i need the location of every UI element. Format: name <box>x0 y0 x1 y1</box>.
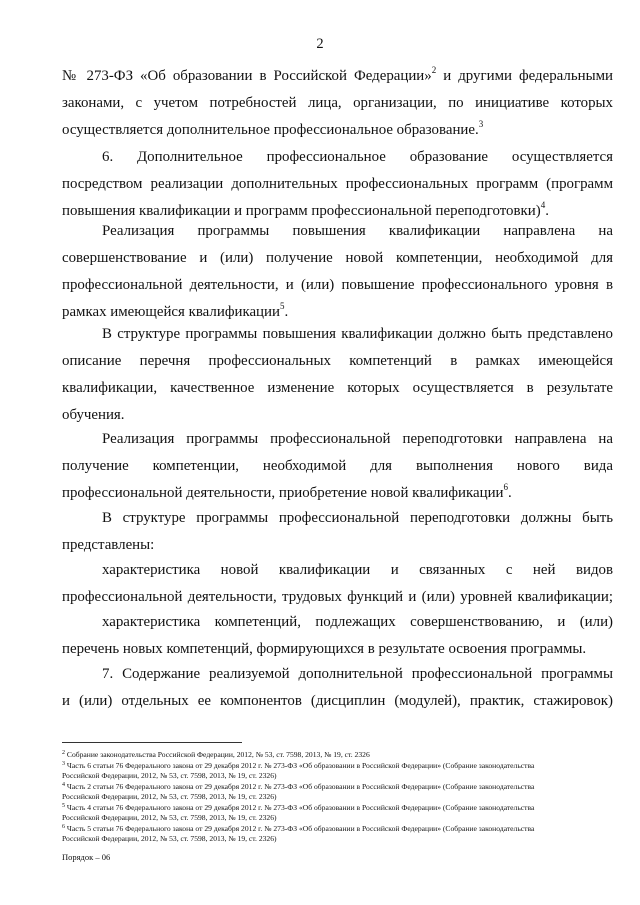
footnote-line <box>62 792 618 802</box>
paragraph <box>62 661 613 715</box>
text-line <box>62 272 613 299</box>
text-run: . <box>508 485 512 501</box>
footnote <box>62 761 618 781</box>
footnote-line <box>62 803 618 813</box>
text-line <box>62 505 613 532</box>
text-run: профессиональной деятельности, трудовых функций и (или) уровней квалификации; <box>62 589 613 605</box>
text-line <box>62 532 613 559</box>
paragraph <box>62 218 613 326</box>
text-run: профессиональной деятельности, приобретение новой квалификации <box>62 485 504 501</box>
footnote-line <box>62 834 618 844</box>
text-run: характеристика компетенций, подлежащих совершенствованию, и (или) <box>102 614 613 630</box>
footnote-text: Российской Федерации, 2012, № 53, ст. 7598, 2013, № 19, ст. 2326) <box>62 834 277 843</box>
paragraph <box>62 557 613 611</box>
text-run: обучения. <box>62 407 125 423</box>
text-run: совершенствование и (или) получение новой компетенции, необходимой для <box>62 250 613 266</box>
text-run: представлены: <box>62 537 155 553</box>
text-run: № 273-ФЗ «Об образовании в Российской Федерации» <box>62 68 432 84</box>
text-run: и другими федеральными <box>436 68 614 84</box>
footnote <box>62 782 618 802</box>
footnote-text: Российской Федерации, 2012, № 53, ст. 7598, 2013, № 19, ст. 2326) <box>62 813 277 822</box>
text-run: перечень новых компетенций, формирующихся в результате освоения программы. <box>62 641 587 657</box>
text-line <box>62 117 613 144</box>
footnote-number: 3 <box>62 761 65 767</box>
text-run: повышения квалификации и программ профессиональной переподготовки) <box>62 203 541 219</box>
footnote-ref: 5 <box>279 301 285 311</box>
footnote-text: Часть 6 статьи 76 Федерального закона от 29 декабря 2012 г. № 273-ФЗ «Об образовании в Российской Федерации» (Собрание законодательства <box>66 761 535 770</box>
footnote-ref: 2 <box>431 65 437 75</box>
footnote-line <box>62 824 618 834</box>
text-line <box>62 245 613 272</box>
footnote-ref: 6 <box>503 482 509 492</box>
footnote-number: 6 <box>62 824 65 830</box>
text-run: . <box>284 304 289 320</box>
footer-label: Порядок – 06 <box>62 852 111 862</box>
text-run: В структуре программы профессиональной переподготовки должны быть <box>102 510 613 526</box>
footnote-text: Собрание законодательства Российской Федерации, 2012, № 53, ст. 7598, 2013, № 19, ст. 2326 <box>66 750 370 759</box>
text-run: 7. Содержание реализуемой дополнительной профессиональной программы <box>102 666 613 682</box>
text-line <box>62 171 613 198</box>
footnote-text: Часть 4 статьи 76 Федерального закона от 29 декабря 2012 г. № 273-ФЗ «Об образовании в Российской Федерации» (Собрание законодательства <box>66 803 535 812</box>
text-run: описание перечня профессиональных компетенций в рамках имеющейся <box>62 353 613 369</box>
text-line <box>62 584 613 611</box>
text-line <box>62 661 613 688</box>
text-line <box>62 426 613 453</box>
footnote <box>62 824 618 844</box>
footnote-separator <box>62 742 242 743</box>
text-line <box>62 375 613 402</box>
footnote-text: Часть 5 статьи 76 Федерального закона от 29 декабря 2012 г. № 273-ФЗ «Об образовании в Российской Федерации» (Собрание законодательства <box>66 824 535 833</box>
text-run: рамках имеющейся квалификации <box>62 304 280 320</box>
text-line <box>62 557 613 584</box>
footnote-number: 4 <box>62 782 65 788</box>
footnote-text: Российской Федерации, 2012, № 53, ст. 7598, 2013, № 19, ст. 2326) <box>62 792 277 801</box>
paragraph <box>62 63 613 144</box>
footnote-line <box>62 813 618 823</box>
footnote-number: 5 <box>62 803 65 809</box>
footnote-text: Российской Федерации, 2012, № 53, ст. 7598, 2013, № 19, ст. 2326) <box>62 771 277 780</box>
footnote <box>62 750 618 760</box>
text-run: Реализация программы профессиональной переподготовки направлена на <box>102 431 613 447</box>
page-number: 2 <box>316 36 324 52</box>
text-line <box>62 90 613 117</box>
text-run: Реализация программы повышения квалификации направлена на <box>102 223 613 239</box>
paragraph <box>62 609 613 663</box>
text-line <box>62 480 613 507</box>
text-run: законами, с учетом потребностей лица, организации, по инициативе которых <box>62 95 613 111</box>
text-run: характеристика новой квалификации и связанных с ней видов <box>102 562 613 578</box>
text-line <box>62 63 613 90</box>
text-line <box>62 218 613 245</box>
footnote-line <box>62 761 618 771</box>
text-line <box>62 348 613 375</box>
text-line <box>62 688 613 715</box>
text-run: В структуре программы повышения квалификации должно быть представлено <box>102 326 613 342</box>
footnote-text: Часть 2 статьи 76 Федерального закона от 29 декабря 2012 г. № 273-ФЗ «Об образовании в Российской Федерации» (Собрание законодательства <box>66 782 535 791</box>
text-run: . <box>545 203 549 219</box>
text-line <box>62 321 613 348</box>
text-run: осуществляется дополнительное профессиональное образование. <box>62 122 479 138</box>
footnote-line <box>62 750 618 760</box>
text-run: 6. Дополнительное профессиональное образование осуществляется <box>102 149 613 165</box>
footnote-number: 2 <box>62 750 65 756</box>
footnote-line <box>62 771 618 781</box>
paragraph <box>62 321 613 429</box>
text-line <box>62 144 613 171</box>
paragraph <box>62 426 613 507</box>
text-line <box>62 609 613 636</box>
paragraph <box>62 505 613 559</box>
text-run: посредством реализации дополнительных профессиональных программ (программ <box>62 176 613 192</box>
footnote-line <box>62 782 618 792</box>
text-run: квалификации, качественное изменение которых осуществляется в результате <box>62 380 613 396</box>
footnote <box>62 803 618 823</box>
text-line <box>62 402 613 429</box>
text-line <box>62 453 613 480</box>
footnote-ref: 4 <box>540 200 546 210</box>
footnote-ref: 3 <box>478 119 484 129</box>
text-run: и (или) отдельных ее компонентов (дисциплин (модулей), практик, стажировок) <box>62 693 613 709</box>
text-line <box>62 636 613 663</box>
text-run: получение компетенции, необходимой для выполнения нового вида <box>62 458 613 474</box>
text-run: профессиональной деятельности, и (или) повышение профессионального уровня в <box>62 277 613 293</box>
paragraph <box>62 144 613 225</box>
